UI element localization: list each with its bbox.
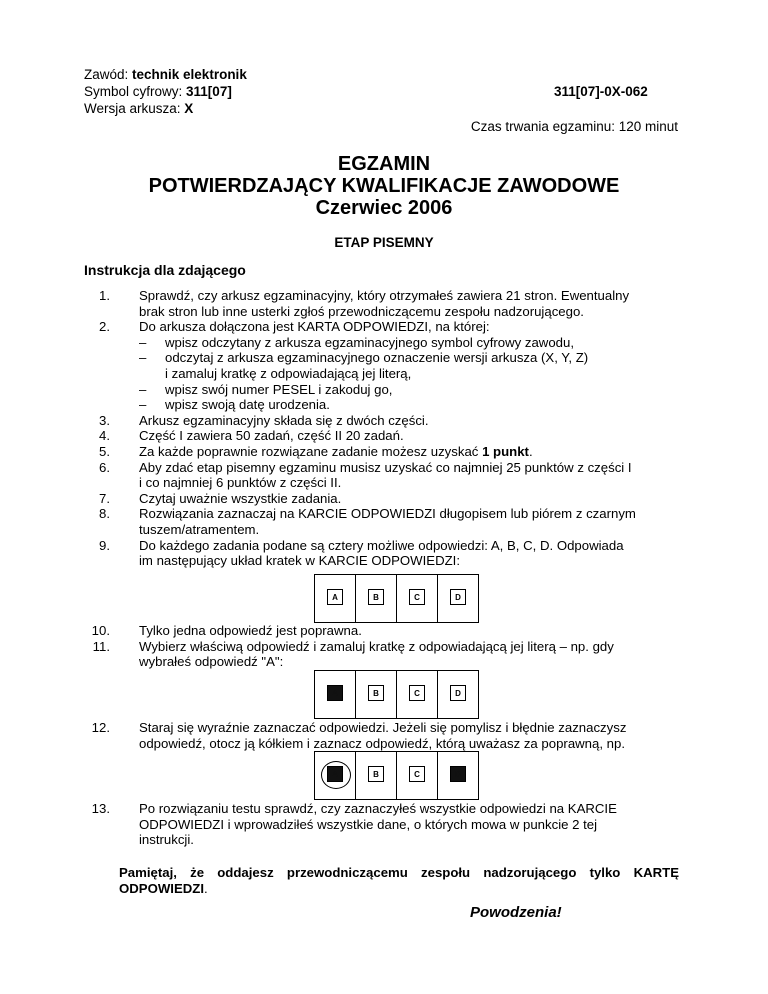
item-text: Rozwiązania zaznaczaj na KARCIE ODPOWIEDZI długopisem lub piórem z czarnym — [139, 506, 636, 522]
answer-boxes-example-corrected — [314, 751, 479, 800]
item-text: Do arkusza dołączona jest KARTA ODPOWIEDZI, na której: — [139, 319, 490, 335]
item-number: 1. — [99, 288, 110, 303]
item-number: 7. — [99, 490, 110, 506]
header-left — [84, 66, 247, 117]
item-number: 10. — [91, 623, 110, 638]
answer-box-b: B — [368, 589, 384, 605]
answer-box-b: B — [368, 685, 384, 701]
item-text: Arkusz egzaminacyjny składa się z dwóch części. — [139, 412, 429, 428]
item-text: Czytaj uważnie wszystkie zadania. — [139, 490, 342, 506]
answer-cell-d — [438, 671, 478, 718]
farewell: Powodzenia! — [470, 904, 562, 921]
item-text: brak stron lub inne usterki zgłoś przewodniczącemu zespołu nadzorującego. — [139, 303, 584, 319]
item-text: Do każdego zadania podane są cztery możliwe odpowiedzi: A, B, C, D. Odpowiada — [139, 537, 624, 553]
item-number: 11. — [92, 638, 110, 654]
item-text: instrukcji. — [139, 832, 194, 848]
answer-box-b: B — [368, 766, 384, 782]
wersja-line: Wersja arkusza: X — [84, 101, 194, 116]
zawod-value: technik elektronik — [132, 67, 247, 82]
answer-cell-a — [315, 671, 356, 718]
answer-cell-d — [438, 575, 478, 622]
instructions-list: 1. Sprawdź, czy arkusz egzaminacyjny, który otrzymałeś zawiera 21 stron. Ewentualny brak stron lub inne usterki zgłoś przewodniczącemu zespołu nadzorującego. 2. Do arkusza dołączona jest KARTA ODPOWIEDZI, na której: – wpisz odczytany z arkusza egzaminacyjnego symbol cyfrowy zawodu, – odczytaj z arkusza egzaminacyjnego oznaczenie wersji arkusza (X, Y, Z) i zamaluj kratkę z odpowiadającą jej literą, – wpisz swój numer PESEL i zakoduj go, – wpisz swoją datę urodzenia. 3. Arkusz egzaminacyjny składa się z dwóch części. 4. Część I zawiera 50 zadań, część II 20 zadań. 5. Za każde poprawnie rozwiązane zadanie możesz uzyskać 1 punkt. 6. Aby zdać etap pisemny egzaminu musisz uzyskać co najmniej 25 punktów z części I i co najmniej 6 punktów z części II. 7. Czytaj uważnie wszystkie zadania. 8. Rozwiązania zaznaczaj na KARCIE ODPOWIEDZI długopisem lub piórem z czarnym tuszem/atramentem. 9. Do każdego zadania podane są cztery możliwe odpowiedzi: A, B, C, D. Odpowiada im następujący układ kratek w KARCIE ODPOWIEDZI: 10. Tylko jedna odpowiedź jest poprawna. 11. Wybierz właściwą odpowiedź i zamaluj kratkę z odpowiadającą jej literą – np. gdy wybrałeś odpowiedź "A": 12. Staraj się wyraźnie zaznaczać odpowiedzi. Jeżeli się pomylisz i błędnie zaznaczysz odpowiedź, otocz ją kółkiem i zaznacz odpowiedź, którą uważasz za poprawną, np. 13. Po rozwiązaniu testu sprawdź, czy zaznaczyłeś wszystkie odpowiedzi na KARCIE ODPOWIEDZI i wprowadziłeś wszystkie dane, o których mowa w punkcie 2 tej instrukcji. — [0, 288, 768, 848]
item-text: Za każde poprawnie rozwiązane zadanie możesz uzyskać 1 punkt. — [139, 444, 533, 459]
answer-cell-d — [438, 752, 478, 799]
answer-cell-b — [356, 752, 397, 799]
item-text: Po rozwiązaniu testu sprawdź, czy zaznaczyłeś wszystkie odpowiedzi na KARCIE — [139, 801, 617, 816]
item-number: 3. — [99, 412, 110, 428]
zawod-line: Zawód: technik elektronik — [84, 67, 247, 82]
item-text: Aby zdać etap pisemny egzaminu musisz uzyskać co najmniej 25 punktów z części I — [139, 459, 632, 475]
answer-cell-a — [315, 575, 356, 622]
answer-cell-a — [315, 752, 356, 799]
answer-boxes-example-empty — [314, 574, 479, 623]
symbol-value: 311[07] — [186, 84, 232, 99]
item-number: 12. — [91, 720, 110, 735]
answer-cell-c — [397, 752, 438, 799]
item-number: 4. — [99, 428, 110, 444]
item-text: Tylko jedna odpowiedź jest poprawna. — [139, 623, 362, 638]
item-text: Sprawdź, czy arkusz egzaminacyjny, który otrzymałeś zawiera 21 stron. Ewentualny — [139, 288, 630, 303]
item-text: i co najmniej 6 punktów z części II. — [139, 475, 342, 491]
item-text: Wybierz właściwą odpowiedź i zamaluj kratkę z odpowiadającą jej literą – np. gdy — [139, 638, 614, 654]
item-number: 6. — [99, 459, 110, 475]
symbol-line: Symbol cyfrowy: 311[07] — [84, 84, 232, 99]
answer-box-c: C — [409, 589, 425, 605]
reminder: Pamiętaj, że oddajesz przewodniczącemu zespołu nadzorującego tylko KARTĘ ODPOWIEDZI. — [119, 865, 679, 896]
answer-cell-b — [356, 671, 397, 718]
item-number: 5. — [99, 444, 110, 459]
answer-box-d-filled: D — [450, 766, 466, 782]
answer-boxes-example-marked — [314, 670, 479, 719]
answer-box-a-circled: A — [327, 766, 343, 782]
answer-cell-b — [356, 575, 397, 622]
answer-box-c: C — [409, 685, 425, 701]
page-title — [0, 153, 768, 219]
answer-box-a-filled: A — [327, 685, 343, 701]
title-line-3: Czerwiec 2006 — [315, 197, 453, 219]
item-text: tuszem/atramentem. — [139, 522, 260, 537]
title-line-1: EGZAMIN — [337, 153, 431, 175]
item-text: wybrałeś odpowiedź "A": — [139, 654, 284, 670]
item-text: Część I zawiera 50 zadań, część II 20 zadań. — [139, 428, 404, 444]
stage-heading: ETAP PISEMNY — [334, 235, 434, 250]
answer-cell-c — [397, 671, 438, 718]
wersja-value: X — [184, 101, 194, 116]
answer-cell-c — [397, 575, 438, 622]
item-text: Staraj się wyraźnie zaznaczać odpowiedzi. Jeżeli się pomylisz i błędnie zaznaczysz — [139, 720, 627, 735]
exam-duration: Czas trwania egzaminu: 120 minut — [470, 119, 678, 134]
item-text: ODPOWIEDZI i wprowadziłeś wszystkie dane, o których mowa w punkcie 2 tej — [139, 816, 598, 832]
answer-box-a: A — [327, 589, 343, 605]
item-text: im następujący układ kratek w KARCIE ODPOWIEDZI: — [139, 553, 460, 569]
answer-box-d: D — [450, 685, 466, 701]
item-text: odpowiedź, otocz ją kółkiem i zaznacz odpowiedź, którą uważasz za poprawną, np. — [139, 735, 625, 751]
item-number: 13. — [91, 801, 110, 816]
title-line-2: POTWIERDZAJĄCY KWALIFIKACJE ZAWODOWE — [148, 175, 620, 197]
item-number: 8. — [99, 506, 110, 522]
item-number: 9. — [99, 537, 110, 553]
item-number: 2. — [99, 319, 110, 335]
answer-box-c: C — [409, 766, 425, 782]
instructions-heading: Instrukcja dla zdającego — [84, 262, 246, 278]
answer-box-d: D — [450, 589, 466, 605]
sheet-code: 311[07]-0X-062 — [554, 84, 648, 99]
